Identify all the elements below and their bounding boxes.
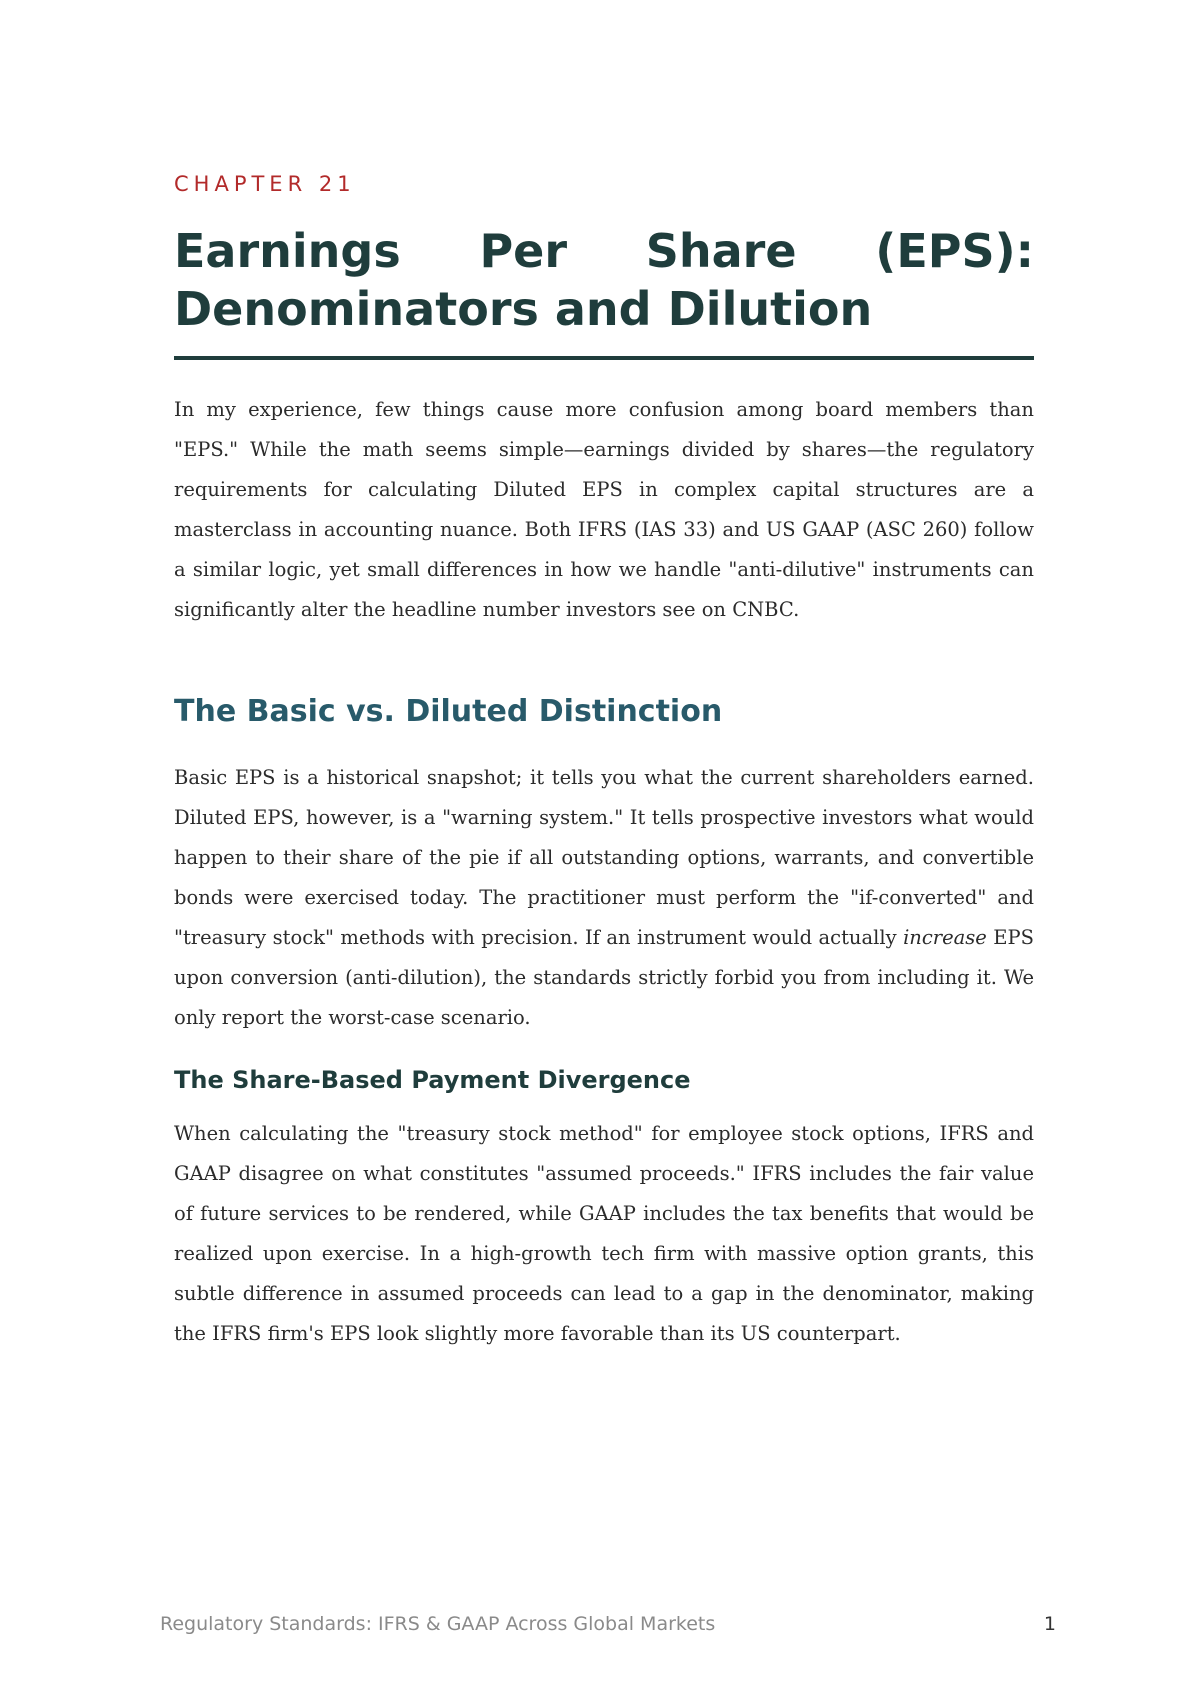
section-heading-share-based-payment: The Share-Based Payment Divergence (174, 1066, 691, 1094)
page-content (174, 172, 1034, 1354)
section-heading-basic-vs-diluted: The Basic vs. Diluted Distinction (174, 694, 723, 729)
intro-paragraph: In my experience, few things cause more confusion among board members than "EPS." While the math seems simple—earnings divided by shares—the regulatory requirements for calculating Diluted EPS in complex capital structures are a masterclass in accounting nuance. Both IFRS (IAS 33) and US GAAP (ASC 260) follow a similar logic, yet small differences in how we handle "anti-dilutive" instruments can significantly alter the headline number investors see on CNBC. (174, 398, 1034, 621)
paragraph-text-before: Basic EPS is a historical snapshot; it tells you what the current shareholders earned. Diluted EPS, however, is a "warning system." It tells prospective investors what would happen to their share of the pie if all outstanding options, warrants, and convertible bonds were exercised today. The practitioner must perform the "if-converted" and "treasury stock" methods with precision. If an instrument would actually (174, 766, 1034, 949)
emphasis-text: increase (903, 926, 987, 949)
footer-book-title: Regulatory Standards: IFRS & GAAP Across Global Markets (160, 1613, 716, 1635)
section-share-based-payment-paragraph: When calculating the "treasury stock method" for employee stock options, IFRS and GAAP disagree on what constitutes "assumed proceeds." IFRS includes the fair value of future services to be rendered, while GAAP includes the tax benefits that would be realized upon exercise. In a high-growth tech firm with massive option grants, this subtle difference in assumed proceeds can lead to a gap in the denominator, making the IFRS firm's EPS look slightly more favorable than its US counterpart. (174, 1122, 1034, 1345)
section-basic-vs-diluted-paragraph (174, 758, 1034, 1038)
chapter-label: CHAPTER 21 (174, 172, 356, 196)
paragraph-text-after: EPS upon conversion (anti-dilution), the standards strictly forbid you from including it. We only report the worst-case scenario. (174, 926, 1034, 1029)
page-number: 1 (1043, 1613, 1056, 1635)
page-footer (160, 1613, 1056, 1635)
chapter-title: Earnings Per Share (EPS): Denominators and Dilution (174, 222, 1034, 360)
